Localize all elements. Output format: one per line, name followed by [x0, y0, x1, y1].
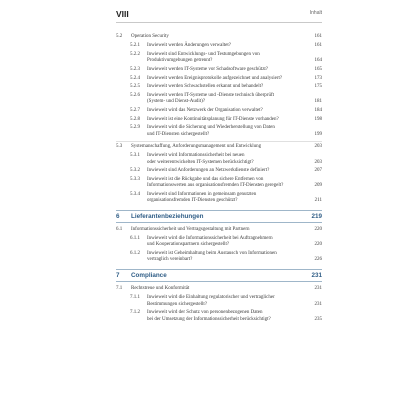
entry-page: 203	[314, 159, 322, 165]
entry-title: Inwieweit wird Informationssicherheit bei neuen	[147, 153, 245, 159]
entry-page: 181	[314, 99, 322, 105]
entry-number: 5.3.1	[130, 153, 140, 159]
entry-title: Inwieweit ist eine Kontinuitätsplanung für IT-Dienste vorhanden?	[147, 116, 279, 122]
entry-page: 231	[314, 286, 322, 292]
entry-title: Informationswerten aus organisationsfremden IT-Diensten geregelt?	[147, 183, 284, 189]
toc-section[interactable]	[116, 227, 322, 233]
entry-page: 231	[314, 301, 322, 307]
entry-number: 5.2.5	[130, 84, 140, 90]
entry-title: Inwieweit ist Geheimhaltung beim Austausch von Informationen	[147, 251, 277, 257]
entry-title: Systemanschaffung, Anforderungsmanagement und Entwicklung	[131, 144, 262, 150]
entry-title: oder weiterentwickelten IT-Systemen berücksichtigt?	[147, 159, 254, 165]
entry-page: 207	[314, 168, 322, 174]
entry-number: 5.2.9	[130, 125, 140, 131]
toc-subsection[interactable]	[116, 93, 322, 106]
chapter-title: Compliance	[131, 272, 167, 280]
toc-subsection[interactable]	[116, 310, 322, 323]
toc-subsection[interactable]	[116, 67, 322, 73]
entry-number: 5.2.4	[130, 75, 140, 81]
entry-number: 5.3.3	[130, 177, 140, 183]
entry-number: 5.3.4	[130, 192, 140, 198]
entry-number: 6.1	[116, 227, 123, 233]
entry-title: Rechtstreue und Konformität	[131, 286, 190, 292]
chapter-rule	[116, 269, 322, 270]
entry-title: Inwieweit wird die Einhaltung regulatorischer und vertraglicher	[147, 295, 275, 301]
entry-title: Inwieweit werden IT-Systeme und -Dienste technisch überprüft	[147, 92, 274, 98]
chapter-rule	[116, 210, 322, 211]
entry-page: 164	[314, 58, 322, 64]
entry-title: Bestimmungen sichergestellt?	[147, 301, 208, 307]
entry-title: organisationsfremden IT-Diensten geschützt?	[147, 198, 238, 204]
toc-subsection[interactable]	[116, 236, 322, 249]
entry-title: Inwieweit sind Anforderungen an Netzwerkdienste definiert?	[147, 168, 270, 174]
entry-title: und Kooperationspartnern sichergestellt?	[147, 242, 230, 248]
entry-title: Produktivumgebungen getrennt?	[147, 58, 213, 64]
running-title: Inhalt	[309, 10, 322, 16]
section-divider	[116, 141, 322, 142]
entry-page: 220	[314, 242, 322, 248]
entry-title: Inwieweit sind Entwicklungs- und Testumgebungen von	[147, 51, 260, 57]
toc-section[interactable]	[116, 34, 322, 40]
entry-number: 5.2.1	[130, 43, 140, 49]
entry-number: 5.2.8	[130, 116, 140, 122]
entry-title: Inwieweit wird der Schutz von personenbezogenen Daten	[147, 310, 263, 316]
toc-subsection[interactable]	[116, 52, 322, 65]
toc-subsection[interactable]	[116, 108, 322, 114]
entry-page: 203	[314, 144, 322, 150]
toc-subsection[interactable]	[116, 295, 322, 308]
entry-page: 198	[314, 116, 322, 122]
entry-title: (System- und Dienst-Audit)?	[147, 99, 206, 105]
entry-number: 5.2	[116, 34, 123, 39]
chapter-rule	[116, 281, 322, 282]
chapter-page: 219	[311, 213, 322, 221]
entry-title: Inwieweit wird die Informationssicherheit bei Auftragnehmern	[147, 236, 273, 242]
entry-page: 226	[314, 257, 322, 263]
entry-page: 220	[314, 227, 322, 233]
entry-page: 209	[314, 183, 322, 189]
entry-page: 165	[314, 66, 322, 72]
entry-page: 199	[314, 131, 322, 137]
entry-title: Inwieweit wird das Netzwerk der Organisation verwaltet?	[147, 107, 263, 113]
toc-subsection[interactable]	[116, 76, 322, 82]
entry-title: vertraglich vereinbart?	[147, 257, 193, 263]
entry-title: Operation Security	[131, 34, 169, 39]
entry-title: Inwieweit werden Ereignisprotokolle aufgezeichnet und analysiert?	[147, 75, 283, 81]
toc-subsection[interactable]	[116, 125, 322, 138]
chapter-title: Lieferantenbeziehungen	[131, 213, 204, 221]
entry-number: 7.1	[116, 286, 123, 292]
entry-title: Inwieweit sind Informationen in gemeinsam genutzten	[147, 192, 257, 198]
chapter-rule	[116, 222, 322, 223]
toc-section[interactable]	[116, 144, 322, 150]
page-number: VIII	[116, 9, 129, 19]
entry-title: Inwieweit werden Änderungen verwaltet?	[147, 43, 231, 49]
entry-title: Inwieweit ist die Rückgabe und das sichere Entfernen von	[147, 177, 264, 183]
toc-subsection[interactable]	[116, 251, 322, 264]
entry-number: 7.1.1	[130, 295, 140, 301]
entry-page: 161	[314, 43, 322, 49]
entry-number: 6.1.1	[130, 236, 140, 242]
page-header	[116, 10, 322, 23]
entry-number: 5.2.6	[130, 92, 140, 98]
entry-title: Inwieweit werden IT-Systeme vor Schadsoftware geschützt?	[147, 66, 269, 72]
entry-number: 5.2.3	[130, 66, 140, 72]
entry-number: 5.3.2	[130, 168, 140, 174]
toc-subsection[interactable]	[116, 43, 322, 49]
toc-subsection[interactable]	[116, 117, 322, 123]
entry-title: Inwieweit wird die Sicherung und Wiederherstellung von Daten	[147, 125, 275, 131]
entry-number: 5.3	[116, 144, 123, 150]
entry-page: 184	[314, 107, 322, 113]
entry-page: 161	[314, 34, 322, 39]
entry-page: 235	[314, 316, 322, 322]
chapter-number: 6	[116, 213, 120, 221]
entry-page: 175	[314, 84, 322, 90]
entry-title: Inwieweit werden Schwachstellen erkannt und behandelt?	[147, 84, 264, 90]
chapter-number: 7	[116, 272, 120, 280]
toc-subsection[interactable]	[116, 168, 322, 174]
entry-title: und IT-Diensten sichergestellt?	[147, 131, 210, 137]
toc-subsection[interactable]	[116, 84, 322, 90]
chapter-page: 231	[311, 272, 322, 280]
entry-page: 211	[314, 198, 322, 204]
entry-number: 5.2.2	[130, 51, 140, 57]
toc-subsection[interactable]	[116, 192, 322, 205]
entry-number: 5.2.7	[130, 107, 140, 113]
entry-number: 6.1.2	[130, 251, 140, 257]
toc-subsection[interactable]	[116, 153, 322, 166]
entry-title: bei der Umsetzung der Informationssicherheit berücksichtigt?	[147, 316, 271, 322]
entry-page: 173	[314, 75, 322, 81]
entry-number: 7.1.2	[130, 310, 140, 316]
toc-subsection[interactable]	[116, 177, 322, 190]
toc-section[interactable]	[116, 286, 322, 292]
entry-title: Informationssicherheit und Vertragsgestaltung mit Partnern	[131, 227, 250, 233]
